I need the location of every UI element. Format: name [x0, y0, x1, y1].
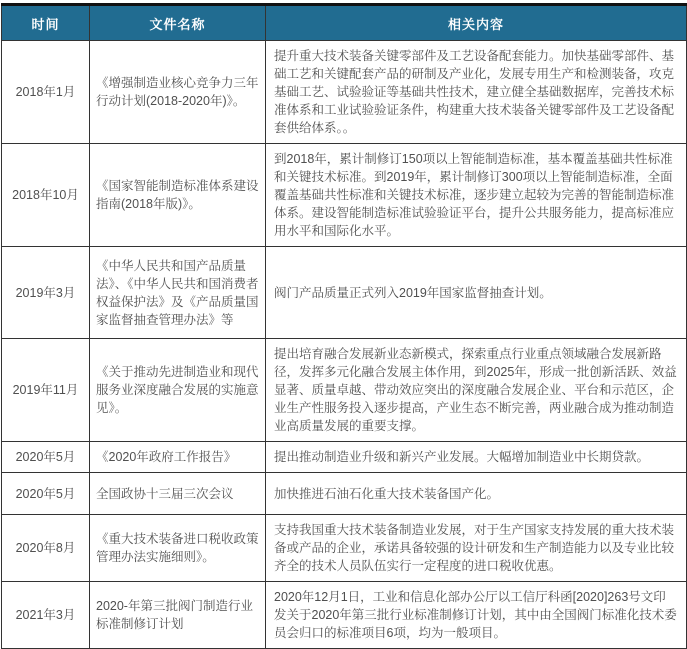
- cell-time: 2018年10月: [2, 144, 90, 247]
- cell-content: 2020年12月1日，工业和信息化部办公厅以工信厅科函[2020]263号文印发关于2020年第三批行业标准制修订计划，其中由全国阀门标准化技术委员会归口的标准项目6项，均为一般项目。: [266, 582, 687, 649]
- table-body: [2, 41, 687, 649]
- cell-doc-name: 全国政协十三届三次会议: [90, 473, 266, 515]
- cell-doc-name: 《重大技术装备进口税收政策管理办法实施细则》。: [90, 515, 266, 582]
- col-header-doc-name: 文件名称: [90, 5, 266, 41]
- cell-doc-name: 《中华人民共和国产品质量法》、《中华人民共和国消费者权益保护法》及《产品质量国家监督抽查管理办法》等: [90, 247, 266, 339]
- table-header: [2, 5, 687, 41]
- cell-doc-name: 《关于推动先进制造业和现代服务业深度融合发展的实施意见》。: [90, 339, 266, 442]
- cell-doc-name: 《国家智能制造标准体系建设指南(2018年版)》。: [90, 144, 266, 247]
- cell-time: 2018年1月: [2, 41, 90, 144]
- policy-table: [1, 3, 687, 649]
- cell-time: 2020年5月: [2, 442, 90, 473]
- table-row: [2, 144, 687, 247]
- cell-content: 提出推动制造业升级和新兴产业发展。大幅增加制造业中长期贷款。: [266, 442, 687, 473]
- cell-time: 2019年3月: [2, 247, 90, 339]
- col-header-content: 相关内容: [266, 5, 687, 41]
- table-row: [2, 515, 687, 582]
- cell-doc-name: 2020-年第三批阀门制造行业标准制修订计划: [90, 582, 266, 649]
- cell-time: 2019年11月: [2, 339, 90, 442]
- cell-content: 提出培育融合发展新业态新模式，探索重点行业重点领域融合发展新路径，发挥多元化融合发展主体作用，到2025年，形成一批创新活跃、效益显著、质量卓越、带动效应突出的深度融合发展企业、平台和示范区，企业生产性服务投入逐步提高，产业生态不断完善，两业融合成为推动制造业高质量发展的重要支撑。: [266, 339, 687, 442]
- table-row: [2, 41, 687, 144]
- cell-content: 提升重大技术装备关键零部件及工艺设备配套能力。加快基础零部件、基础工艺和关键配套产品的研制及产业化，发展专用生产和检测装备，攻克基础工艺、试验验证等基础共性技术，建立健全基础数据库，完善技术标准体系和工业试验验证条件，构建重大技术装备关键零部件及工艺设备配套供给体系。。: [266, 41, 687, 144]
- table-row: [2, 473, 687, 515]
- table-row: [2, 339, 687, 442]
- cell-content: 阀门产品质量正式列入2019年国家监督抽查计划。: [266, 247, 687, 339]
- cell-content: 支持我国重大技术装备制造业发展，对于生产国家支持发展的重大技术装备或产品的企业，承诺具备较强的设计研发和生产制造能力以及专业比较齐全的技术人员队伍实行一定程度的进口税收优惠。: [266, 515, 687, 582]
- header-row: [2, 5, 687, 41]
- table-row: [2, 442, 687, 473]
- table-row: [2, 247, 687, 339]
- cell-doc-name: 《2020年政府工作报告》: [90, 442, 266, 473]
- cell-time: 2021年3月: [2, 582, 90, 649]
- cell-doc-name: 《增强制造业核心竞争力三年行动计划(2018-2020年)》。: [90, 41, 266, 144]
- cell-content: 到2018年，累计制修订150项以上智能制造标准，基本覆盖基础共性标准和关键技术标准。到2019年，累计制修订300项以上智能制造标准，全面覆盖基础共性标准和关键技术标准，逐步建立起较为完善的智能制造标准体系。建设智能制造标准试验验证平台，提升公共服务能力，提高标准应用水平和国际化水平。: [266, 144, 687, 247]
- cell-time: 2020年5月: [2, 473, 90, 515]
- cell-content: 加快推进石油石化重大技术装备国产化。: [266, 473, 687, 515]
- table-row: [2, 582, 687, 649]
- col-header-time: 时间: [2, 5, 90, 41]
- cell-time: 2020年8月: [2, 515, 90, 582]
